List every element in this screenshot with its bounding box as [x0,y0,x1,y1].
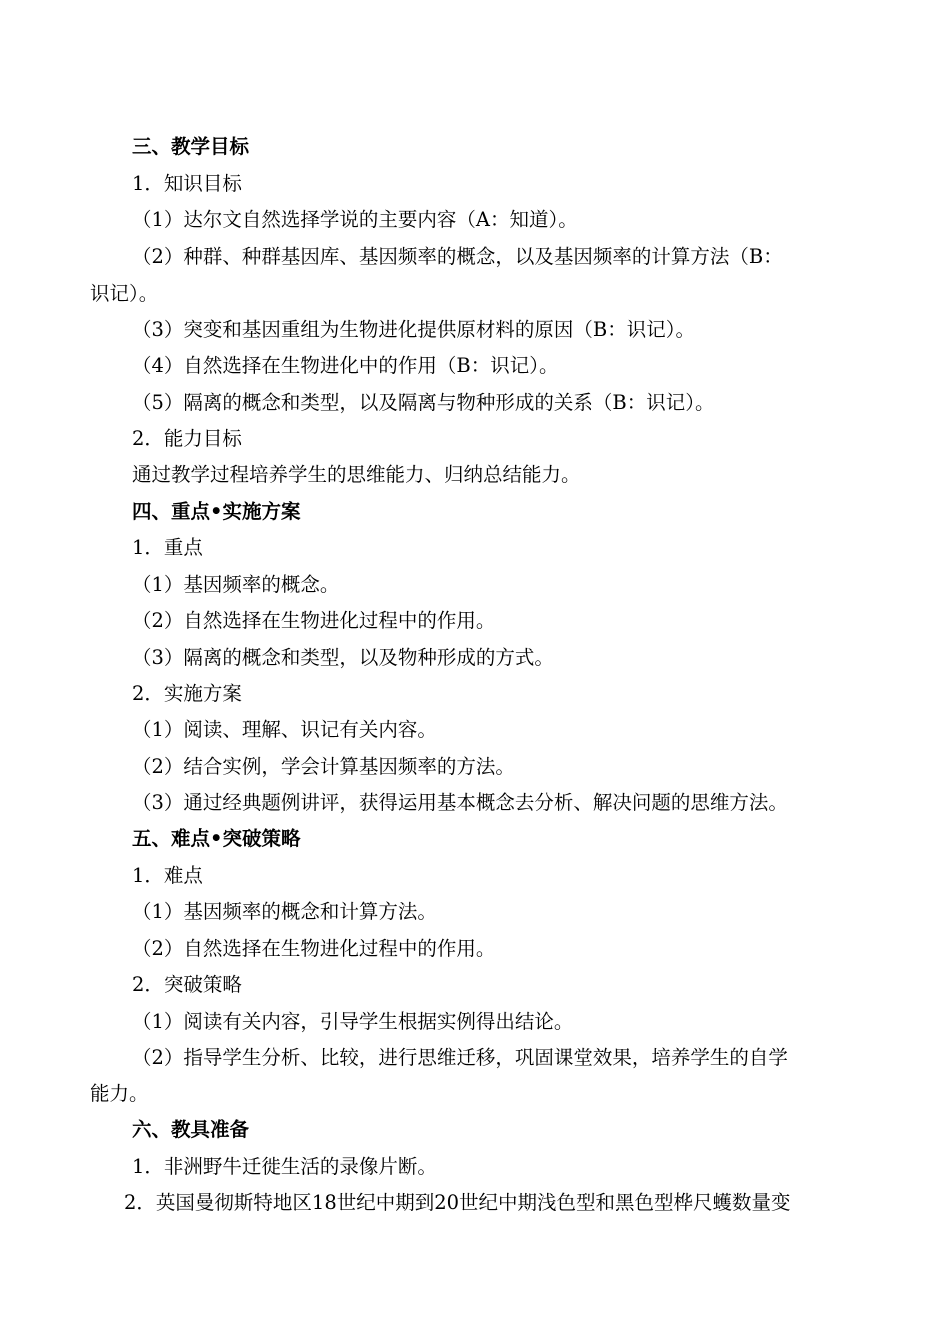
subheading: 2．实施方案 [132,682,242,705]
list-item: 1．非洲野牛迁徙生活的录像片断。 [132,1155,437,1178]
list-item: （1）阅读有关内容，引导学生根据实例得出结论。 [132,1010,574,1033]
list-item: （5）隔离的概念和类型，以及隔离与物种形成的关系（B：识记）。 [132,391,715,414]
list-item: （4）自然选择在生物进化中的作用（B：识记）。 [132,354,559,377]
paragraph: 通过教学过程培养学生的思维能力、归纳总结能力。 [132,463,581,486]
subheading: 2．突破策略 [132,973,242,996]
list-item: （2）种群、种群基因库、基因频率的概念，以及基因频率的计算方法（B： [132,245,783,268]
list-item: （1）达尔文自然选择学说的主要内容（A：知道）。 [132,208,578,231]
section-heading: 三、教学目标 [132,135,250,158]
list-item: （2）指导学生分析、比较，进行思维迁移，巩固课堂效果，培养学生的自学 [132,1046,788,1069]
section-heading: 六、教具准备 [132,1118,250,1141]
list-item: （2）自然选择在生物进化过程中的作用。 [132,937,496,960]
section-heading: 五、难点•突破策略 [132,827,301,850]
list-item: （1）基因频率的概念和计算方法。 [132,900,437,923]
list-item: （1）阅读、理解、识记有关内容。 [132,718,437,741]
subheading: 1．难点 [132,864,203,887]
list-item: （3）隔离的概念和类型，以及物种形成的方式。 [132,646,554,669]
list-item: （1）基因频率的概念。 [132,573,340,596]
list-item-continuation: 识记）。 [90,282,159,305]
subheading: 1．知识目标 [132,172,242,195]
list-item: （3）突变和基因重组为生物进化提供原材料的原因（B：识记）。 [132,318,695,341]
list-item: （3）通过经典题例讲评，获得运用基本概念去分析、解决问题的思维方法。 [132,791,788,814]
list-item-continuation: 能力。 [90,1082,149,1105]
list-item: （2）自然选择在生物进化过程中的作用。 [132,609,496,632]
list-item: （2）结合实例，学会计算基因频率的方法。 [132,755,515,778]
subheading: 2．能力目标 [132,427,242,450]
section-heading: 四、重点•实施方案 [132,500,301,523]
subheading: 1．重点 [132,536,203,559]
list-item: 2．英国曼彻斯特地区18世纪中期到20世纪中期浅色型和黑色型桦尺蠖数量变 [124,1191,791,1214]
